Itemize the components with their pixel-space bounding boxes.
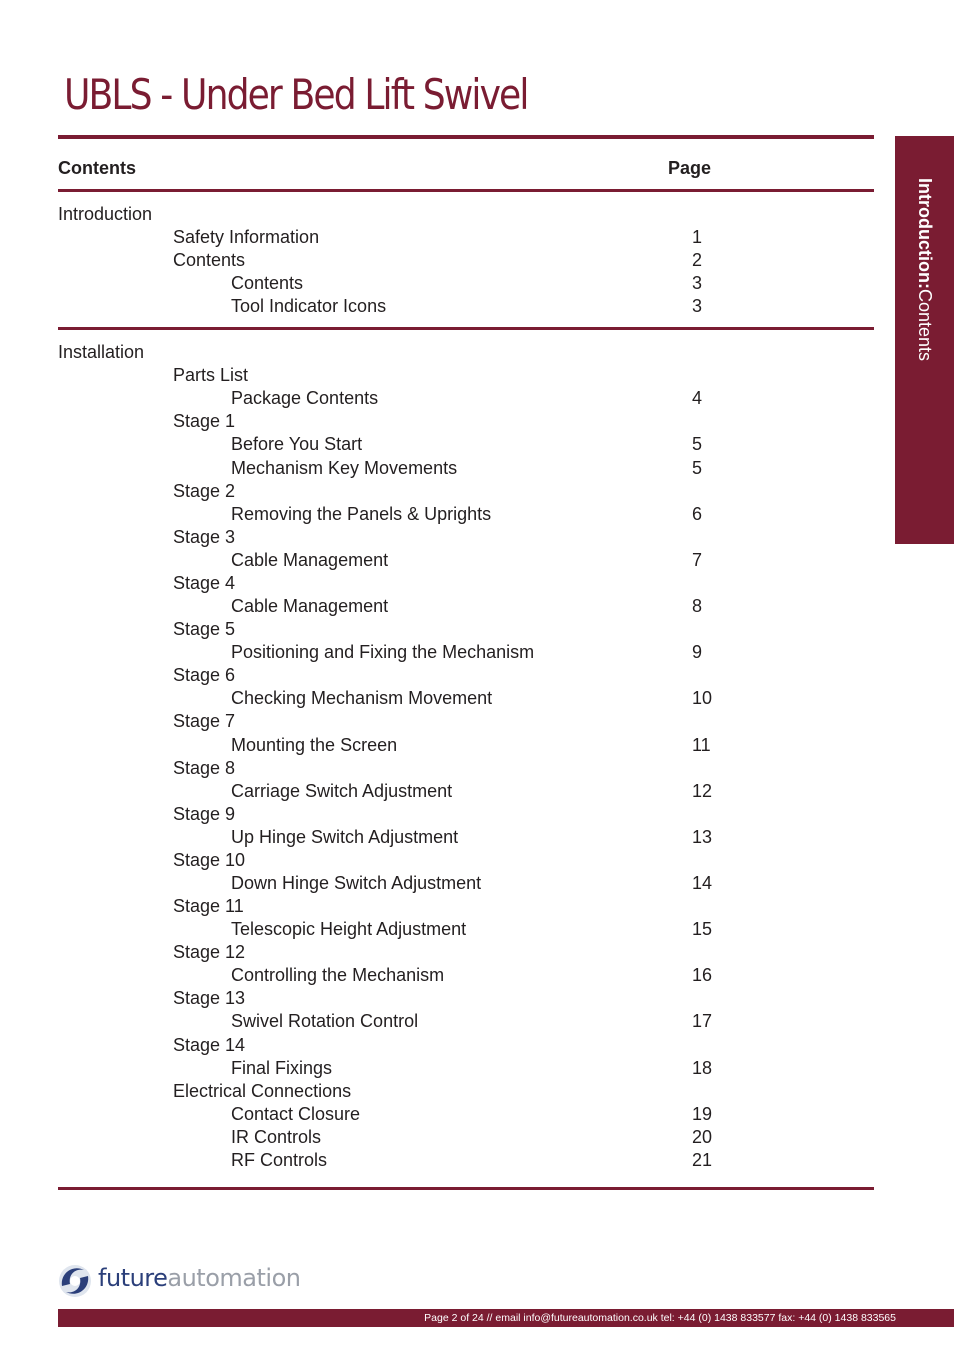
toc-entry-label: Stage 1 <box>173 411 236 431</box>
toc-entry-label: Safety Information <box>173 227 320 247</box>
toc-entry <box>0 549 760 572</box>
toc-entry <box>0 687 760 710</box>
toc-entry <box>0 664 760 687</box>
toc-entry-label: Controlling the Mechanism <box>231 965 445 985</box>
page-title: UBLS - Under Bed Lift Swivel <box>64 70 528 119</box>
toc-entry-page: 5 <box>692 458 703 478</box>
toc-entry-page: 21 <box>692 1150 713 1170</box>
toc-entry <box>0 1126 760 1149</box>
toc-entry-label: Electrical Connections <box>173 1081 352 1101</box>
toc-entry-page: 4 <box>692 388 703 408</box>
toc-entry-label: Parts List <box>173 365 249 385</box>
side-tab-label <box>895 136 954 544</box>
toc-entry-label: Stage 10 <box>173 850 246 870</box>
toc-entry-page: 3 <box>692 296 703 316</box>
toc-entry-page: 19 <box>692 1104 713 1124</box>
toc-entry <box>0 572 760 595</box>
toc-entry-label: Stage 4 <box>173 573 236 593</box>
toc-entry <box>0 1010 760 1033</box>
toc-entry-label: Stage 8 <box>173 758 236 778</box>
toc-entry <box>0 1080 760 1103</box>
footer-bar <box>58 1309 954 1327</box>
toc-entry-page: 3 <box>692 273 703 293</box>
toc-entry-label: Stage 5 <box>173 619 236 639</box>
toc-entry <box>0 595 760 618</box>
toc-entry-label: Cable Management <box>231 550 389 570</box>
toc-entry <box>0 803 760 826</box>
toc-entry <box>0 710 760 733</box>
toc-entry <box>0 780 760 803</box>
toc-entry <box>0 410 760 433</box>
toc-entry <box>0 203 760 226</box>
toc-entry-label: Cable Management <box>231 596 389 616</box>
toc-entry <box>0 895 760 918</box>
toc-entry-label: Final Fixings <box>231 1058 333 1078</box>
toc-entry <box>0 503 760 526</box>
toc-entry <box>0 826 760 849</box>
logo-wordmark-future: future <box>98 1264 168 1292</box>
toc-entry <box>0 1057 760 1080</box>
toc-entry-page: 12 <box>692 781 713 801</box>
toc-entry-label: Swivel Rotation Control <box>231 1011 419 1031</box>
toc-entry <box>0 964 760 987</box>
toc-entry-page: 15 <box>692 919 713 939</box>
footer-text: Page 2 of 24 // email info@futureautomation.co.uk tel: +44 (0) 1438 833577 fax: +44 (0) 1438 833565 <box>424 1312 896 1324</box>
toc-entry <box>0 757 760 780</box>
toc-entry-label: Contents <box>231 273 304 293</box>
toc-entry-label: Stage 6 <box>173 665 236 685</box>
toc-entry-label: Installation <box>58 342 145 362</box>
contents-header: Contents <box>58 158 136 178</box>
toc-entry-label: Stage 11 <box>173 896 244 916</box>
toc-entry-label: Package Contents <box>231 388 379 408</box>
toc-entry-page: 17 <box>692 1011 713 1031</box>
logo-swirl-icon <box>56 1262 94 1300</box>
side-tab-sub: Contents <box>915 288 935 362</box>
toc-entry-page: 8 <box>692 596 703 616</box>
toc-entry-label: Tool Indicator Icons <box>231 296 387 316</box>
toc-entry-label: Mechanism Key Movements <box>231 458 458 478</box>
toc-entry-label: Up Hinge Switch Adjustment <box>231 827 459 847</box>
logo-wordmark-automation: automation <box>167 1264 301 1292</box>
toc-entry-label: Carriage Switch Adjustment <box>231 781 453 801</box>
toc-entry-label: RF Controls <box>231 1150 328 1170</box>
toc-entry-page: 9 <box>692 642 703 662</box>
toc-entry <box>0 480 760 503</box>
toc-entry <box>0 872 760 895</box>
toc-entry-page: 5 <box>692 434 703 454</box>
toc-entry-label: IR Controls <box>231 1127 322 1147</box>
toc-entry-label: Contact Closure <box>231 1104 361 1124</box>
toc-entry <box>0 526 760 549</box>
toc-entry-page: 1 <box>692 227 703 247</box>
toc-entry <box>0 1034 760 1057</box>
toc-entry-page: 20 <box>692 1127 713 1147</box>
toc-entry-page: 2 <box>692 250 703 270</box>
toc-entry <box>0 457 760 480</box>
toc-entry <box>0 433 760 456</box>
toc-entry-label: Contents <box>173 250 246 270</box>
toc-entry <box>0 1103 760 1126</box>
toc-entry <box>0 1149 760 1172</box>
toc-entry <box>0 226 760 249</box>
toc-entry-label: Stage 2 <box>173 481 236 501</box>
toc-entry-page: 6 <box>692 504 703 524</box>
side-tab <box>895 136 954 544</box>
toc-entry-label: Stage 13 <box>173 988 246 1008</box>
toc-entry-page: 14 <box>692 873 713 893</box>
toc-entry-label: Stage 14 <box>173 1035 246 1055</box>
toc-entry <box>0 249 760 272</box>
toc-entry <box>0 364 760 387</box>
toc-entry <box>0 295 760 318</box>
toc-entry-page: 18 <box>692 1058 713 1078</box>
toc-entry <box>0 387 760 410</box>
toc-entry <box>0 941 760 964</box>
toc-entry <box>0 641 760 664</box>
toc-entry-label: Stage 7 <box>173 711 236 731</box>
toc-entry-page: 7 <box>692 550 703 570</box>
toc-entry-label: Stage 9 <box>173 804 236 824</box>
page-header: Page <box>668 158 712 178</box>
toc-entry-page: 16 <box>692 965 713 985</box>
toc-entry-label: Stage 3 <box>173 527 236 547</box>
toc-entry-label: Introduction <box>58 204 153 224</box>
toc-entry-label: Down Hinge Switch Adjustment <box>231 873 482 893</box>
toc-entry-label: Checking Mechanism Movement <box>231 688 493 708</box>
toc-entry-page: 13 <box>692 827 713 847</box>
toc-entry <box>0 987 760 1010</box>
logo-wordmark <box>98 1264 300 1292</box>
toc-entry-label: Telescopic Height Adjustment <box>231 919 467 939</box>
toc-entry <box>0 849 760 872</box>
toc-entry-label: Positioning and Fixing the Mechanism <box>231 642 535 662</box>
toc-entry-page: 11 <box>692 735 711 755</box>
toc-entry-label: Removing the Panels & Uprights <box>231 504 492 524</box>
side-tab-section: Introduction: <box>915 178 935 289</box>
toc-entry <box>0 734 760 757</box>
toc-entry <box>0 918 760 941</box>
toc-entry <box>0 341 760 364</box>
toc-entry <box>0 618 760 641</box>
toc-entry <box>0 272 760 295</box>
toc-entry-page: 10 <box>692 688 713 708</box>
toc-entry-label: Mounting the Screen <box>231 735 398 755</box>
toc-entry-label: Before You Start <box>231 434 363 454</box>
toc-entry-label: Stage 12 <box>173 942 246 962</box>
